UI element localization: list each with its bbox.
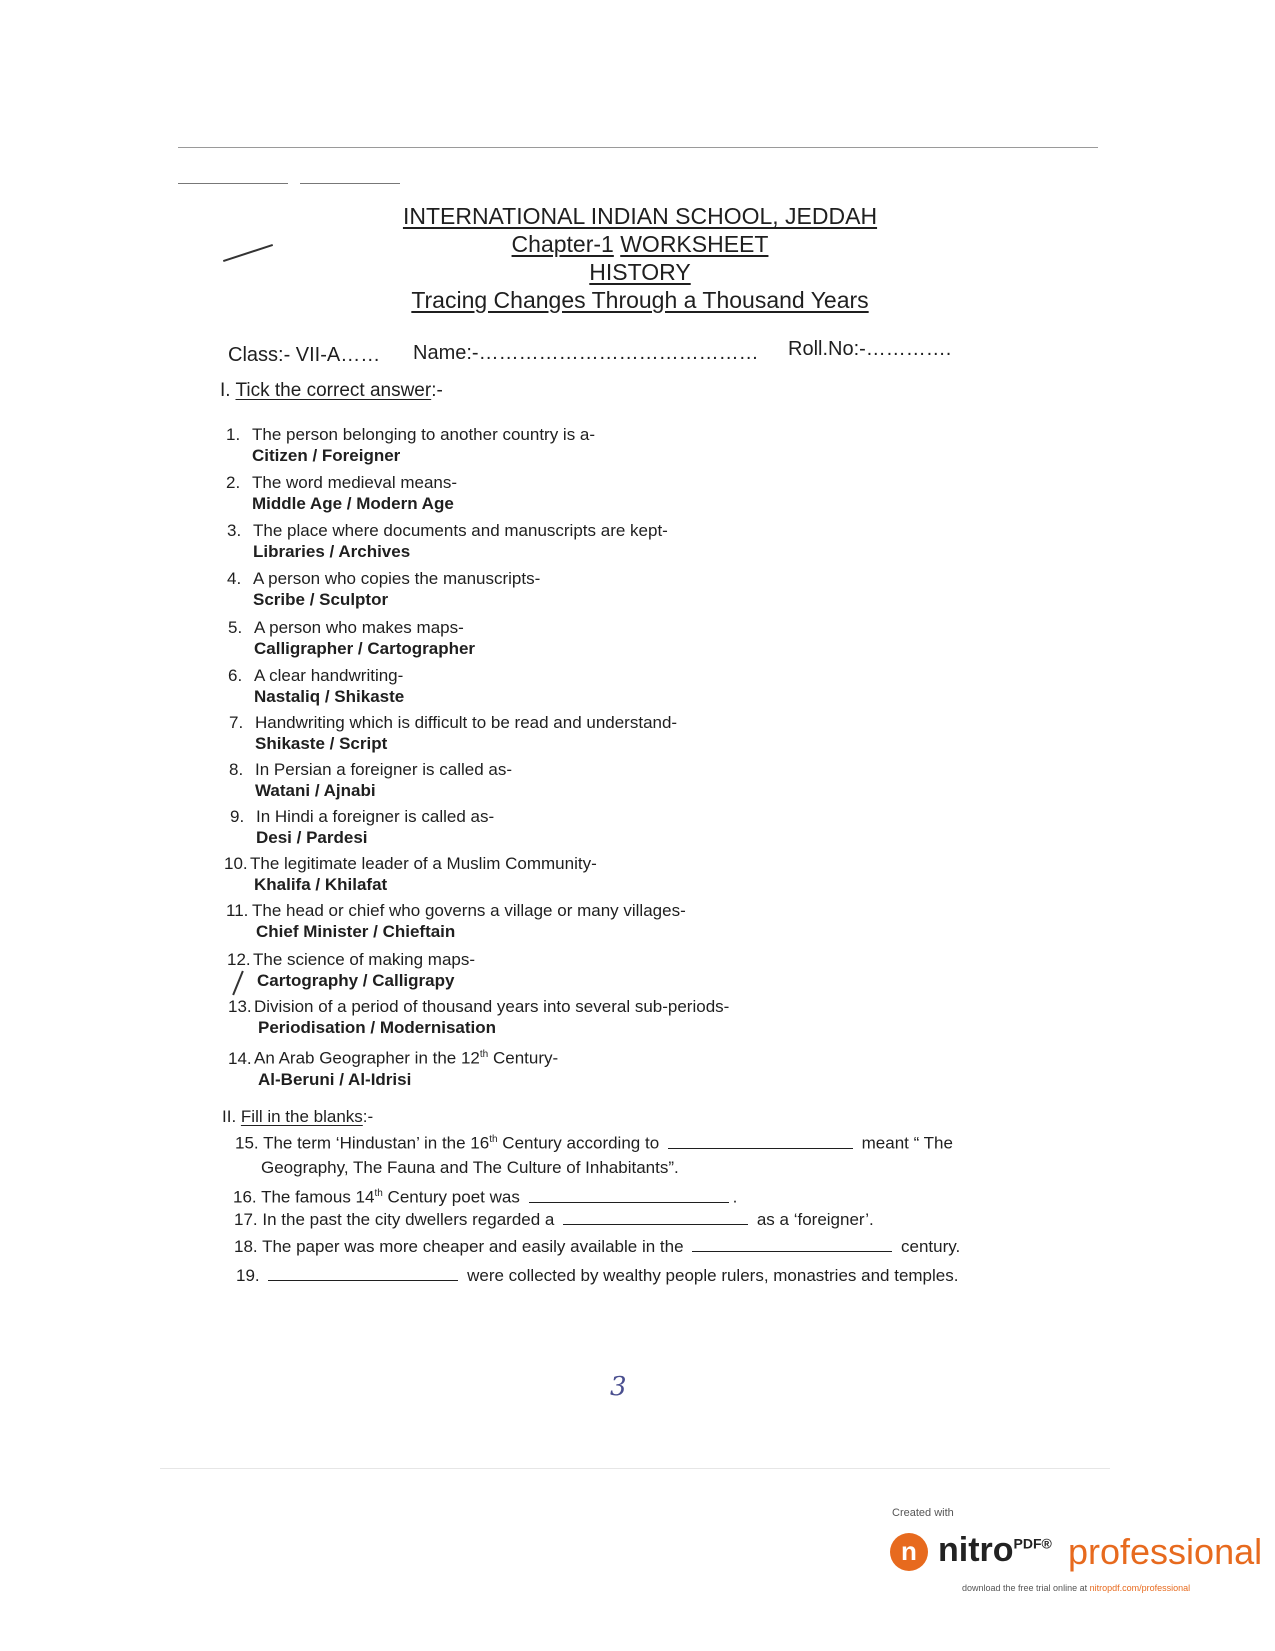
question-number: 5.: [228, 618, 243, 637]
section-2-suffix: :-: [362, 1107, 374, 1126]
answer-options: Libraries / Archives: [253, 542, 411, 561]
section-2-number: II.: [222, 1107, 237, 1126]
question-number: 8.: [229, 760, 244, 779]
question-text: In Persian a foreigner is called as-: [255, 760, 513, 779]
question-number: 7.: [229, 713, 244, 732]
ordinal-suffix: th: [479, 1049, 489, 1060]
name-field: Name:-……………………………………: [413, 342, 759, 364]
question-text-end: meant “ The: [861, 1133, 953, 1153]
question-text-end: Century-: [488, 1048, 559, 1068]
answer-options: Chief Minister / Chieftain: [256, 922, 456, 941]
question-text-start: The famous 14: [261, 1187, 375, 1207]
question-number: 11.: [226, 901, 249, 920]
question-text: The legitimate leader of a Muslim Community-: [250, 854, 597, 873]
question-text-start: An Arab Geographer in the 12: [254, 1048, 480, 1068]
question-text: The place where documents and manuscripts are kept-: [253, 521, 668, 540]
question-text: Handwriting which is difficult to be read and understand-: [255, 713, 678, 732]
question-text: The person belonging to another country is a-: [252, 425, 596, 444]
fill-question-19: [236, 1264, 958, 1288]
question-3: [227, 520, 668, 562]
question-text: In Hindi a foreigner is called as-: [256, 807, 495, 826]
watermark-product: professional: [1068, 1531, 1263, 1572]
question-number: 10.: [224, 854, 248, 873]
worksheet-header: [330, 202, 950, 314]
fill-question-17: [234, 1208, 874, 1232]
roll-field: Roll.No:-………….: [788, 338, 952, 360]
chapter-label: Chapter-1: [511, 231, 614, 257]
question-number: 12.: [227, 950, 251, 969]
bottom-scan-line: [160, 1468, 1110, 1469]
question-number: 16.: [233, 1187, 257, 1207]
question-number: 9.: [230, 807, 245, 826]
question-text: Division of a period of thousand years into several sub-periods-: [254, 997, 730, 1016]
section-2-heading: [222, 1107, 373, 1127]
question-text-start: The term ‘Hindustan’ in the 16: [263, 1133, 490, 1153]
question-text-mid: Century according to: [497, 1133, 660, 1153]
question-text: A person who copies the manuscripts-: [253, 569, 541, 588]
section-1-suffix: :-: [431, 380, 443, 401]
answer-options: Middle Age / Modern Age: [252, 494, 454, 513]
question-text-end: as a ‘foreigner’.: [756, 1210, 874, 1229]
question-text-end: were collected by wealthy people rulers, monastries and temples.: [467, 1266, 959, 1285]
question-number: 4.: [227, 569, 242, 588]
section-2-title: Fill in the blanks: [240, 1107, 363, 1126]
brand-superscript: PDF: [1013, 1535, 1042, 1552]
fill-question-18: [234, 1235, 960, 1259]
worksheet-title: Tracing Changes Through a Thousand Years: [411, 287, 869, 313]
watermark-footer-text: download the free trial online at: [962, 1583, 1088, 1593]
worksheet-label: WORKSHEET: [620, 231, 769, 257]
answer-blank[interactable]: [563, 1210, 748, 1225]
question-number: 19.: [236, 1266, 260, 1285]
scan-corner-mark: [178, 183, 288, 184]
section-1-title: Tick the correct answer: [235, 380, 432, 401]
question-14: [228, 1044, 558, 1090]
question-text: The head or chief who governs a village or many villages-: [252, 901, 686, 920]
watermark-brand: [938, 1531, 1052, 1570]
section-1-heading: [220, 380, 443, 402]
question-text-start: In the past the city dwellers regarded a: [262, 1210, 555, 1229]
watermark-created-with: Created with: [892, 1507, 954, 1519]
question-7: [229, 712, 677, 754]
answer-blank[interactable]: [668, 1134, 853, 1149]
question-text: The science of making maps-: [253, 950, 476, 969]
question-13: [228, 996, 729, 1038]
question-number: 1.: [226, 425, 241, 444]
ordinal-suffix: th: [374, 1188, 383, 1199]
answer-options: Nastaliq / Shikaste: [254, 687, 405, 706]
answer-options: Calligrapher / Cartographer: [254, 639, 476, 658]
answer-options: Shikaste / Script: [255, 734, 388, 753]
question-text-start: The paper was more cheaper and easily available in the: [262, 1237, 684, 1256]
question-1: [226, 424, 595, 466]
answer-blank[interactable]: [529, 1188, 729, 1203]
fill-question-16: [233, 1182, 737, 1210]
question-4: [227, 568, 540, 610]
question-text: The word medieval means-: [252, 473, 458, 492]
subject-label: HISTORY: [589, 259, 691, 285]
chapter-line: [330, 230, 950, 258]
brand-name: nitro: [938, 1531, 1014, 1569]
question-text-end: .: [732, 1187, 738, 1207]
answer-options: Khalifa / Khilafat: [254, 875, 388, 894]
answer-options: Al-Beruni / Al-Idrisi: [258, 1069, 412, 1089]
answer-blank[interactable]: [268, 1266, 458, 1281]
registered-mark: ®: [1041, 1535, 1052, 1552]
answer-options: Watani / Ajnabi: [255, 781, 376, 800]
question-number: 15.: [235, 1133, 259, 1153]
watermark-footer: [962, 1583, 1190, 1593]
school-name: INTERNATIONAL INDIAN SCHOOL, JEDDAH: [402, 203, 878, 229]
section-1-number: I.: [220, 380, 231, 401]
scan-top-line: [178, 147, 1098, 148]
question-5: [228, 617, 475, 659]
question-number: 3.: [227, 521, 242, 540]
answer-blank[interactable]: [692, 1237, 892, 1252]
question-number: 13.: [228, 997, 252, 1016]
question-number: 18.: [234, 1237, 258, 1256]
question-10: [224, 853, 597, 895]
nitro-pdf-watermark: [880, 1507, 1263, 1597]
answer-options: Cartography / Calligrapy: [257, 971, 455, 990]
question-text-mid: Century poet was: [382, 1187, 520, 1207]
question-8: [229, 759, 512, 801]
question-text: A person who makes maps-: [254, 618, 464, 637]
answer-options: Desi / Pardesi: [256, 828, 368, 847]
pen-mark: [223, 244, 273, 262]
question-6: [228, 665, 404, 707]
question-11: [226, 900, 686, 942]
answer-options: Citizen / Foreigner: [252, 446, 401, 465]
scan-corner-mark: [300, 183, 400, 184]
nitro-logo-icon: n: [890, 1533, 928, 1571]
question-number: 17.: [234, 1210, 258, 1229]
question-number: 14.: [228, 1048, 252, 1068]
fill-question-15: [235, 1128, 953, 1180]
watermark-link[interactable]: nitropdf.com/professional: [1089, 1583, 1191, 1593]
question-text-continued: Geography, The Fauna and The Culture of Inhabitants”.: [261, 1157, 679, 1177]
question-9: [230, 806, 494, 848]
answer-options: Periodisation / Modernisation: [258, 1018, 497, 1037]
question-number: 6.: [228, 666, 243, 685]
answer-options: Scribe / Sculptor: [253, 590, 389, 609]
class-field: Class:- VII-A……: [228, 344, 381, 366]
question-text-end: century.: [901, 1237, 961, 1256]
question-text: A clear handwriting-: [254, 666, 404, 685]
question-2: [226, 472, 457, 514]
ordinal-suffix: th: [489, 1134, 498, 1145]
handwritten-page-number: 3: [610, 1372, 627, 1402]
question-number: 2.: [226, 473, 241, 492]
question-12: [227, 949, 475, 991]
